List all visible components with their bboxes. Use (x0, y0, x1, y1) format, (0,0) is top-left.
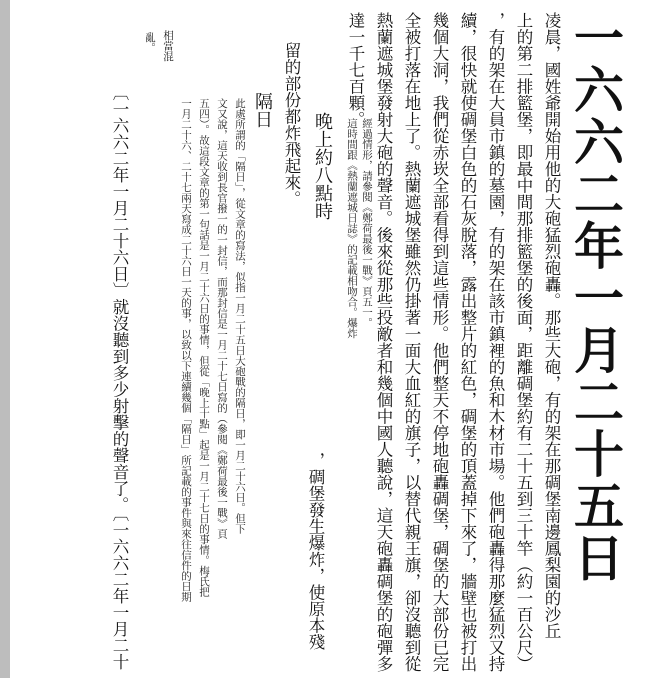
narrative-column-2: 上的第二排籃堡，即最中間那排籃堡的後面，距離碉堡約有二十五到三十竿（約一百公尺） (514, 12, 533, 672)
narrative-column-3: ，有的架在大員市鎮的墓園，有的架在該市鎮裡的魚和木材市場。他們砲轟得那麼猛烈又持 (486, 12, 505, 672)
next-day-text: 〔一六六二年一月二十六日〕就沒聽到多少射擊的聲音了。〔一六六二年一月二十 (110, 84, 129, 670)
footnote-explosion-line-2: 經過情形，請參閱《鄭荷最後一戰》頁五一。 (361, 118, 373, 328)
evening-heading: 晚上約八點時 (312, 112, 333, 220)
next-day-heading: 隔日 (252, 92, 273, 128)
date-title: 一六六二年一月二十五日 (566, 12, 625, 584)
evening-text-continued: 留的部份都炸飛起來。 (282, 42, 301, 207)
footnote-dates-line-6: 亂。 (144, 32, 156, 53)
narrative-column-1: 凌晨，國姓爺開始用他的大砲猛烈砲轟。那些大砲，有的架在那碉堡南邊鳳梨園的沙丘 (542, 12, 561, 639)
narrative-column-8: 達一千七百顆。 (346, 12, 365, 128)
footnote-dates-line-4: 一月二十六、二十七兩天寫成二十六日一天的事，以致以下連續幾個「隔日」所記載的事件與來往信件的日期 (180, 98, 192, 602)
footnote-dates-line-5: 相當混 (162, 30, 174, 62)
footnote-dates-line-3: 五四）。故這段文章的第一句話是一月二十六日的事情，但從「晚上十點」起是一月二十七日的事情。梅氏把 (198, 98, 210, 597)
narrative-column-7: 熱蘭遮城堡發射大砲的聲音。後來從那些投敵者和幾個中國人聽說，這天砲轟碉堡的砲彈多 (374, 12, 393, 672)
evening-text: ，碉堡發生爆炸，使原本殘 (306, 452, 325, 650)
narrative-column-5: 幾個大洞，我們從赤崁全部看得到這些情形。他們整天不停地砲轟碉堡，碉堡的大部份已完 (430, 12, 449, 672)
footnote-dates-line-2: 文又說，這天收到長官撥一的一封信，而那封信是一月二十七日寫的（參閱《鄭荷最後一戰》頁 (216, 98, 228, 539)
page-left-border (0, 0, 10, 678)
narrative-column-4: 續，很快就使碉堡白色的石灰脫落，露出整片的紅色，碉堡的頂蓋掉下來了，牆壁也被打出 (458, 12, 477, 672)
footnote-dates-line-1: 此處所謂的「隔日」，從文章的寫法，似指一月二十五日大砲戰的隔日，即一月二十六日。但下 (234, 98, 246, 534)
narrative-column-6: 全被打落在地上了。熱蘭遮城堡雖然仍掛著一面大血紅的旗子，以替代親王旗，卻沒聽到從 (402, 12, 421, 672)
footnote-explosion-line-1: 這時間跟《熱蘭遮城日誌》的記載相吻合。爆炸 (346, 118, 358, 339)
